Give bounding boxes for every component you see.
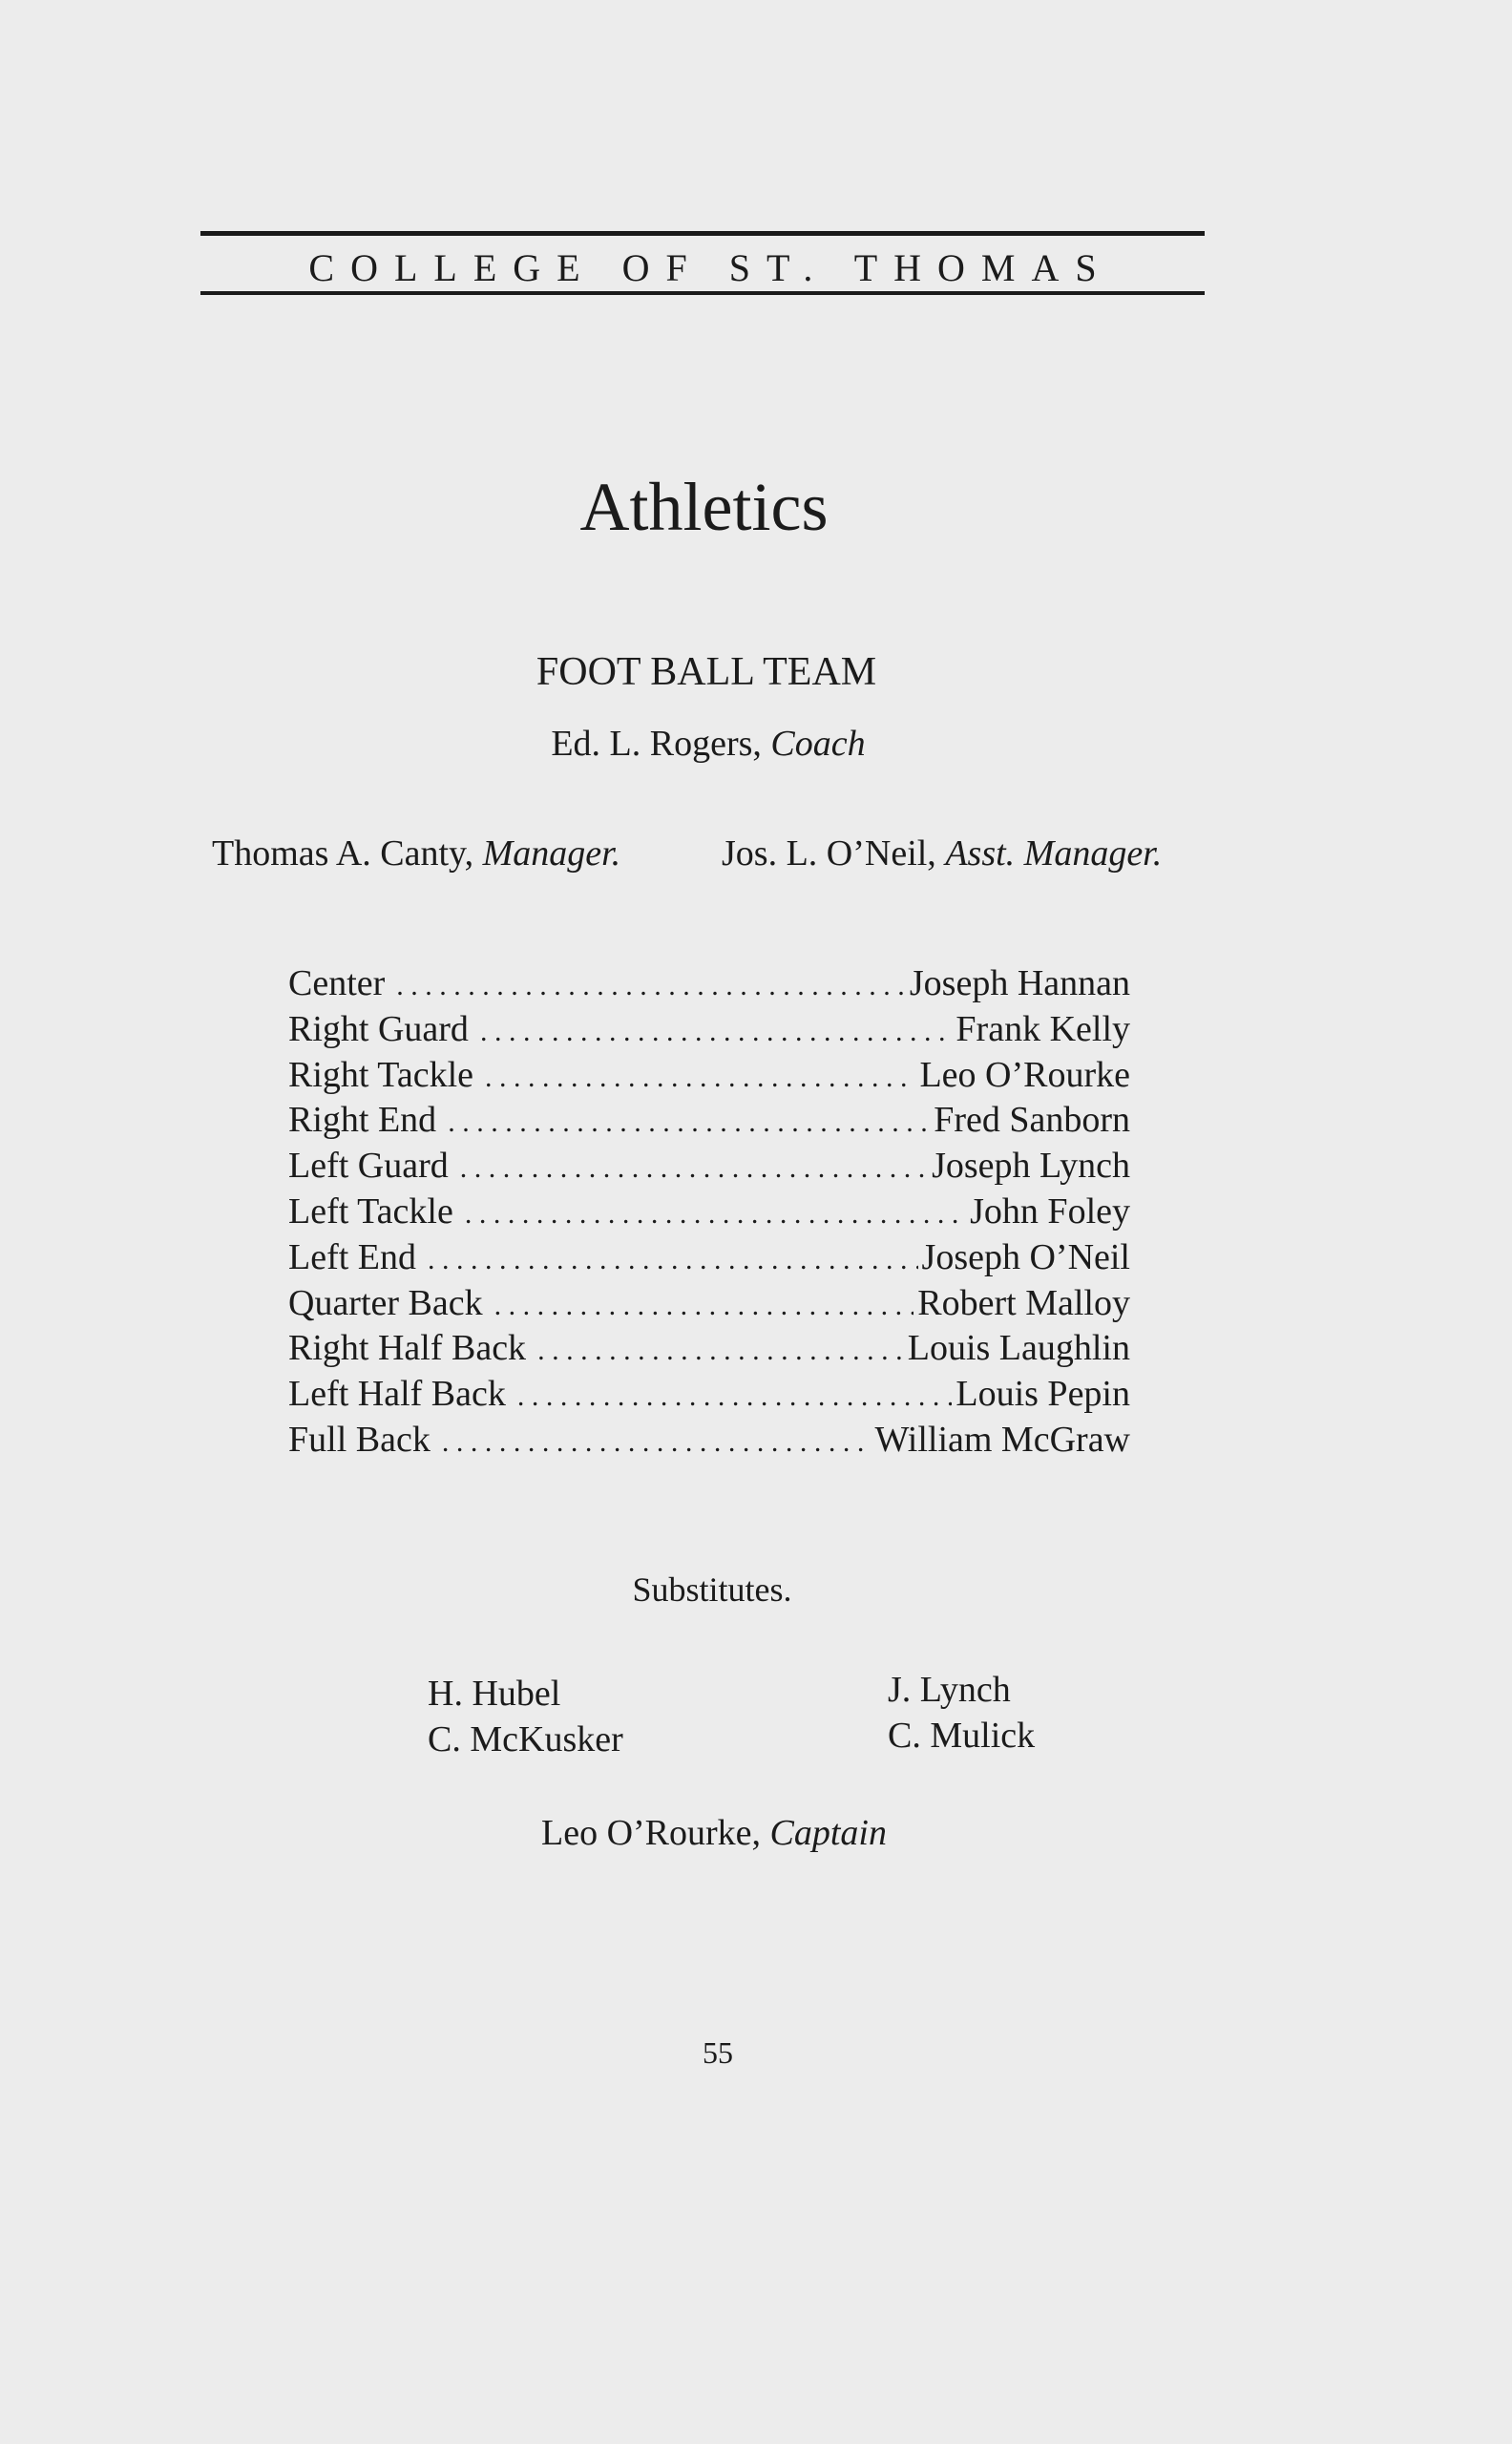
captain-role: Captain bbox=[769, 1813, 887, 1853]
managers-line bbox=[212, 832, 1214, 874]
roster-row bbox=[288, 1190, 1130, 1236]
manager-name: Thomas A. Canty, bbox=[212, 833, 474, 874]
roster-row bbox=[288, 1008, 1130, 1054]
substitute-name: H. Hubel bbox=[428, 1674, 561, 1714]
dot-leader bbox=[517, 1380, 952, 1413]
substitute-name: J. Lynch bbox=[888, 1670, 1011, 1710]
roster-position: Left Guard bbox=[288, 1146, 449, 1187]
asst-manager-name: Jos. L. O’Neil, bbox=[722, 833, 936, 874]
roster-position: Full Back bbox=[288, 1419, 430, 1460]
roster-row bbox=[288, 1054, 1130, 1100]
dot-leader bbox=[480, 1016, 952, 1048]
captain-line bbox=[0, 1812, 1428, 1854]
asst-manager-role: Asst. Manager. bbox=[945, 833, 1163, 874]
dot-leader bbox=[485, 1062, 915, 1094]
page-number: 55 bbox=[703, 2035, 733, 2070]
roster-position: Left Half Back bbox=[288, 1374, 506, 1415]
manager-role: Manager. bbox=[482, 833, 621, 874]
roster-player: Frank Kelly bbox=[956, 1008, 1130, 1049]
roster-player: Louis Pepin bbox=[956, 1374, 1130, 1415]
roster-row bbox=[288, 1282, 1130, 1328]
roster-row bbox=[288, 1236, 1130, 1282]
roster-player: Louis Laughlin bbox=[907, 1328, 1130, 1369]
coach-line bbox=[0, 723, 1417, 765]
roster-player: William McGraw bbox=[874, 1419, 1130, 1460]
dot-leader bbox=[442, 1426, 872, 1459]
roster-row bbox=[288, 1099, 1130, 1145]
roster-row bbox=[288, 1327, 1130, 1373]
manager bbox=[212, 833, 620, 874]
page-title: Athletics bbox=[579, 469, 829, 545]
roster-player: Joseph Hannan bbox=[909, 963, 1130, 1003]
roster-position: Center bbox=[288, 963, 386, 1003]
section-heading: FOOT BALL TEAM bbox=[536, 650, 877, 694]
roster-player: Joseph O’Neil bbox=[921, 1236, 1130, 1277]
coach-role: Coach bbox=[770, 724, 866, 764]
roster-list bbox=[288, 962, 1130, 1464]
asst-manager bbox=[722, 832, 1162, 874]
roster-row bbox=[288, 1145, 1130, 1190]
running-head bbox=[200, 231, 1205, 295]
running-head-text: COLLEGE OF ST. THOMAS bbox=[308, 246, 1113, 289]
substitutes-left-column bbox=[428, 1671, 623, 1762]
roster-player: John Foley bbox=[970, 1190, 1130, 1232]
roster-position: Left Tackle bbox=[288, 1190, 453, 1232]
captain-name: Leo O’Rourke, bbox=[540, 1813, 762, 1853]
substitute-name: C. McKusker bbox=[428, 1719, 623, 1759]
roster-row bbox=[288, 1419, 1130, 1464]
substitute-name: C. Mulick bbox=[888, 1716, 1036, 1756]
dot-leader bbox=[428, 1244, 918, 1276]
roster-player: Fred Sanborn bbox=[934, 1100, 1130, 1141]
roster-position: Right Half Back bbox=[288, 1328, 527, 1369]
dot-leader bbox=[465, 1198, 966, 1231]
roster-row bbox=[288, 962, 1130, 1008]
roster-player: Leo O’Rourke bbox=[919, 1054, 1130, 1095]
roster-position: Right Guard bbox=[288, 1008, 469, 1049]
roster-player: Robert Malloy bbox=[917, 1282, 1130, 1323]
dot-leader bbox=[494, 1290, 914, 1322]
substitutes-heading: Substitutes. bbox=[632, 1570, 792, 1609]
dot-leader bbox=[448, 1106, 930, 1139]
roster-player: Joseph Lynch bbox=[932, 1146, 1130, 1187]
roster-position: Quarter Back bbox=[288, 1282, 483, 1323]
coach-name: Ed. L. Rogers, bbox=[551, 724, 762, 764]
dot-leader bbox=[460, 1152, 928, 1185]
roster-position: Left End bbox=[288, 1236, 417, 1277]
roster-position: Right End bbox=[288, 1100, 437, 1141]
dot-leader bbox=[396, 970, 906, 1002]
substitutes-right-column bbox=[888, 1667, 1035, 1759]
roster-row bbox=[288, 1373, 1130, 1419]
dot-leader bbox=[537, 1335, 904, 1367]
roster-position: Right Tackle bbox=[288, 1054, 473, 1095]
